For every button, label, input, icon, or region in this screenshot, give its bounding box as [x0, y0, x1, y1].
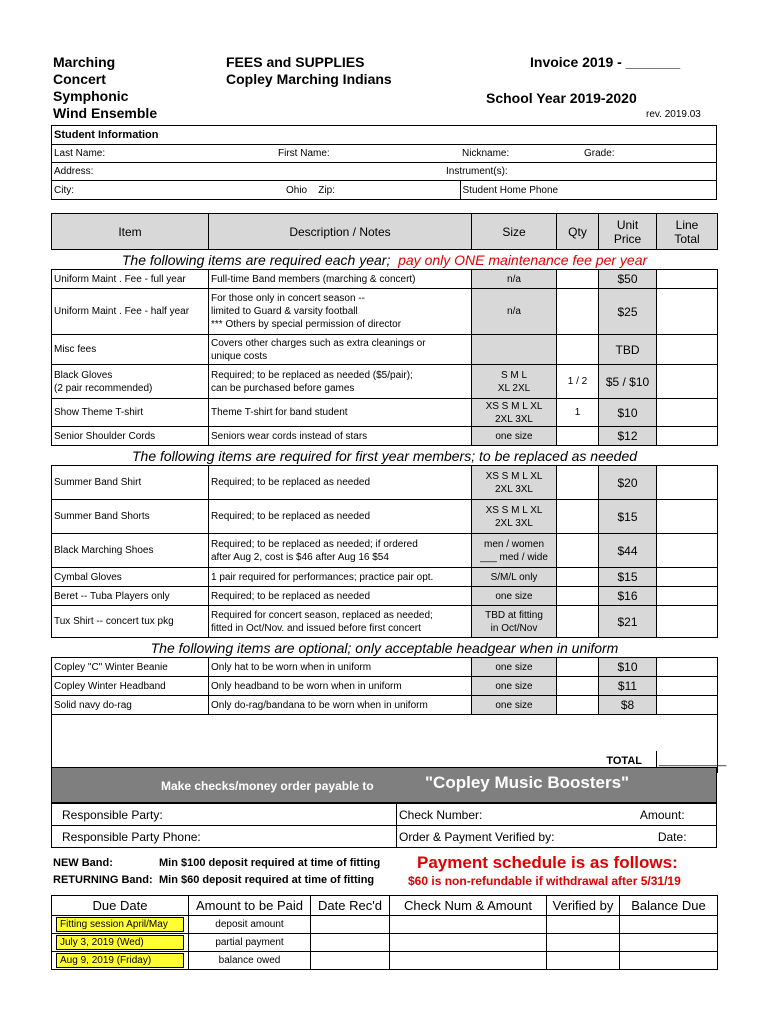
item-size: TBD at fitting in Oct/Nov: [472, 606, 557, 638]
deposit-returning-label: RETURNING Band:: [53, 874, 153, 886]
last-name-label[interactable]: Last Name:: [52, 145, 277, 163]
item-qty[interactable]: [557, 587, 599, 606]
item-line-total[interactable]: [657, 466, 718, 500]
schedule-row: [52, 916, 718, 934]
school-year: School Year 2019-2020: [486, 90, 637, 106]
item-unit-price: $8: [599, 696, 657, 715]
item-size: XS S M L XL 2XL 3XL: [472, 399, 557, 427]
item-qty[interactable]: [557, 606, 599, 638]
item-size: one size: [472, 677, 557, 696]
instruments-label[interactable]: Instrument(s):: [446, 166, 508, 177]
schedule-header-row: [52, 896, 718, 916]
items-header-row: [52, 214, 718, 250]
table-row: [52, 289, 718, 335]
item-size: one size: [472, 427, 557, 446]
item-size: one size: [472, 587, 557, 606]
items-table: [51, 213, 727, 773]
item-name: Tux Shirt -- concert tux pkg: [52, 606, 209, 638]
item-description: For those only in concert season -- limited to Guard & varsity football *** Others by special permission of director: [209, 289, 472, 335]
home-phone-label[interactable]: Student Home Phone: [460, 181, 717, 200]
item-line-total[interactable]: [657, 696, 718, 715]
item-unit-price: $15: [599, 500, 657, 534]
state-value: Ohio: [286, 184, 308, 196]
item-line-total[interactable]: [657, 658, 718, 677]
verified-by-label[interactable]: Order & Payment Verified by:: [397, 826, 620, 848]
total-label: TOTAL: [52, 751, 657, 773]
ensemble-list: [53, 54, 157, 122]
item-description: 1 pair required for performances; practice pair opt.: [209, 568, 472, 587]
item-line-total[interactable]: [657, 606, 718, 638]
item-line-total[interactable]: [657, 289, 718, 335]
item-qty[interactable]: [557, 427, 599, 446]
item-unit-price: $10: [599, 658, 657, 677]
item-unit-price: $11: [599, 677, 657, 696]
title-band: Copley Marching Indians: [226, 71, 392, 87]
address-label[interactable]: Address:: [52, 163, 461, 181]
deposit-new: [53, 857, 381, 869]
item-description: Seniors wear cords instead of stars: [209, 427, 472, 446]
item-description: Only hat to be worn when in uniform: [209, 658, 472, 677]
col-size: Size: [472, 214, 557, 250]
first-name-label[interactable]: First Name:: [276, 145, 460, 163]
item-description: Theme T-shirt for band student: [209, 399, 472, 427]
ensemble-wind: Wind Ensemble: [53, 105, 158, 121]
amount-1: deposit amount: [189, 916, 311, 934]
table-row: [52, 270, 718, 289]
item-line-total[interactable]: [657, 427, 718, 446]
deposit-new-label: NEW Band:: [53, 857, 113, 869]
section-heading-optional: The following items are optional; only acceptable headgear when in uniform: [150, 639, 619, 656]
item-size: S/M/L only: [472, 568, 557, 587]
item-qty[interactable]: 1 / 2: [557, 365, 599, 399]
item-size: n/a: [472, 270, 557, 289]
table-row: [52, 658, 718, 677]
col-due-date: Due Date: [52, 896, 189, 916]
item-qty[interactable]: [557, 335, 599, 365]
table-row: [52, 587, 718, 606]
table-row: [52, 399, 718, 427]
item-name: Black Gloves (2 pair recommended): [52, 365, 209, 399]
item-unit-price: TBD: [599, 335, 657, 365]
item-description: Required; to be replaced as needed: [209, 500, 472, 534]
ensemble-concert: Concert: [53, 71, 106, 87]
responsible-party-table: [51, 803, 717, 848]
item-description: Required; to be replaced as needed: [209, 587, 472, 606]
item-size: one size: [472, 696, 557, 715]
item-line-total[interactable]: [657, 568, 718, 587]
col-line-total: Line Total: [657, 214, 718, 250]
payable-banner: [51, 767, 717, 803]
col-check-num: Check Num & Amount: [390, 896, 547, 916]
due-date-2: July 3, 2019 (Wed): [56, 935, 184, 950]
zip-label[interactable]: Zip:: [318, 184, 335, 196]
item-qty[interactable]: [557, 568, 599, 587]
table-row: [52, 335, 718, 365]
item-name: Senior Shoulder Cords: [52, 427, 209, 446]
item-line-total[interactable]: [657, 399, 718, 427]
item-description: Required; to be replaced as needed: [209, 466, 472, 500]
city-label[interactable]: City:: [52, 181, 277, 200]
item-unit-price: $21: [599, 606, 657, 638]
item-name: Misc fees: [52, 335, 209, 365]
invoice-number: Invoice 2019 - _______: [530, 54, 681, 70]
amount-2: partial payment: [189, 934, 311, 952]
grade-label[interactable]: Grade:: [582, 145, 717, 163]
item-unit-price: $15: [599, 568, 657, 587]
item-unit-price: $25: [599, 289, 657, 335]
table-row: [52, 534, 718, 568]
payment-schedule-title: Payment schedule is as follows:: [417, 853, 678, 872]
col-date-recd: Date Rec'd: [311, 896, 390, 916]
form-title: [226, 54, 392, 88]
table-row: [52, 427, 718, 446]
item-line-total[interactable]: [657, 335, 718, 365]
item-unit-price: $5 / $10: [599, 365, 657, 399]
table-row: [52, 568, 718, 587]
table-row: [52, 606, 718, 638]
responsible-party-label[interactable]: Responsible Party:: [52, 804, 397, 826]
item-line-total[interactable]: [657, 534, 718, 568]
item-name: Summer Band Shirt: [52, 466, 209, 500]
col-unit-price: Unit Price: [599, 214, 657, 250]
item-line-total[interactable]: [657, 270, 718, 289]
item-qty[interactable]: [557, 270, 599, 289]
due-date-1: Fitting session April/May: [56, 917, 184, 932]
section-heading-annual: The following items are required each year; pay only ONE maintenance fee per year: [121, 251, 648, 268]
col-amount-paid: Amount to be Paid: [189, 896, 311, 916]
payable-label: Make checks/money order payable to: [161, 779, 374, 793]
item-name: Show Theme T-shirt: [52, 399, 209, 427]
item-description: Only do-rag/bandana to be worn when in uniform: [209, 696, 472, 715]
due-date-3: Aug 9, 2019 (Friday): [56, 953, 184, 968]
item-unit-price: $20: [599, 466, 657, 500]
item-size: XS S M L XL 2XL 3XL: [472, 466, 557, 500]
item-size: XS S M L XL 2XL 3XL: [472, 500, 557, 534]
student-info-table: [51, 125, 717, 200]
ensemble-symphonic: Symphonic: [53, 88, 129, 104]
amount-3: balance owed: [189, 952, 311, 970]
item-name: Beret -- Tuba Players only: [52, 587, 209, 606]
col-balance-due: Balance Due: [620, 896, 718, 916]
item-description: Covers other charges such as extra cleanings or unique costs: [209, 335, 472, 365]
payable-name: "Copley Music Boosters": [425, 773, 630, 792]
item-unit-price: $12: [599, 427, 657, 446]
item-name: Copley Winter Headband: [52, 677, 209, 696]
item-size: [472, 335, 557, 365]
date-label[interactable]: Date:: [620, 826, 717, 848]
item-unit-price: $10: [599, 399, 657, 427]
item-line-total[interactable]: [657, 587, 718, 606]
item-description: Required; to be replaced as needed ($5/pair); can be purchased before games: [209, 365, 472, 399]
item-description: Full-time Band members (marching & concert): [209, 270, 472, 289]
item-description: Required for concert season, replaced as needed; fitted in Oct/Nov. and issued before first concert: [209, 606, 472, 638]
item-qty[interactable]: [557, 677, 599, 696]
item-description: Only headband to be worn when in uniform: [209, 677, 472, 696]
item-size: men / women ___ med / wide: [472, 534, 557, 568]
item-size: n/a: [472, 289, 557, 335]
schedule-row: [52, 934, 718, 952]
item-qty[interactable]: [557, 658, 599, 677]
deposit-returning: [53, 874, 375, 886]
item-name: Black Marching Shoes: [52, 534, 209, 568]
ensemble-marching: Marching: [53, 54, 116, 70]
deposit-new-text: Min $100 deposit required at time of fitting: [159, 857, 381, 869]
title-fees: FEES and SUPPLIES: [226, 54, 365, 70]
item-name: Cymbal Gloves: [52, 568, 209, 587]
item-line-total[interactable]: [657, 677, 718, 696]
item-unit-price: $44: [599, 534, 657, 568]
section-heading-first-year: The following items are required for first year members; to be replaced as needed: [131, 447, 638, 464]
item-name: Copley "C" Winter Beanie: [52, 658, 209, 677]
item-qty[interactable]: [557, 466, 599, 500]
student-info-heading: Student Information: [52, 126, 717, 145]
item-qty[interactable]: [557, 534, 599, 568]
table-row: [52, 365, 718, 399]
payment-schedule-table: [51, 895, 718, 970]
item-size: one size: [472, 658, 557, 677]
revision: rev. 2019.03: [646, 109, 701, 120]
table-row: [52, 677, 718, 696]
item-qty[interactable]: [557, 696, 599, 715]
item-qty[interactable]: [557, 500, 599, 534]
check-number-label[interactable]: Check Number:: [397, 804, 620, 826]
schedule-row: [52, 952, 718, 970]
amount-label[interactable]: Amount:: [620, 804, 717, 826]
nonrefundable-note: $60 is non-refundable if withdrawal after 5/31/19: [408, 874, 681, 888]
item-unit-price: $16: [599, 587, 657, 606]
total-value[interactable]: ___________: [657, 751, 718, 773]
table-row: [52, 466, 718, 500]
col-verified-by: Verified by: [547, 896, 620, 916]
col-qty: Qty: [557, 214, 599, 250]
item-qty[interactable]: [557, 289, 599, 335]
deposit-returning-text: Min $60 deposit required at time of fitting: [159, 874, 375, 886]
item-name: Summer Band Shorts: [52, 500, 209, 534]
col-item: Item: [52, 214, 209, 250]
table-row: [52, 696, 718, 715]
item-description: Required; to be replaced as needed; if ordered after Aug 2, cost is $46 after Aug 16 $54: [209, 534, 472, 568]
item-qty[interactable]: 1: [557, 399, 599, 427]
item-line-total[interactable]: [657, 365, 718, 399]
table-row: [52, 500, 718, 534]
item-size: S M L XL 2XL: [472, 365, 557, 399]
item-line-total[interactable]: [657, 500, 718, 534]
item-name: Uniform Maint . Fee - half year: [52, 289, 209, 335]
item-unit-price: $50: [599, 270, 657, 289]
item-name: Uniform Maint . Fee - full year: [52, 270, 209, 289]
item-name: Solid navy do-rag: [52, 696, 209, 715]
nickname-label[interactable]: Nickname:: [460, 145, 582, 163]
col-description: Description / Notes: [209, 214, 472, 250]
responsible-phone-label[interactable]: Responsible Party Phone:: [52, 826, 397, 848]
